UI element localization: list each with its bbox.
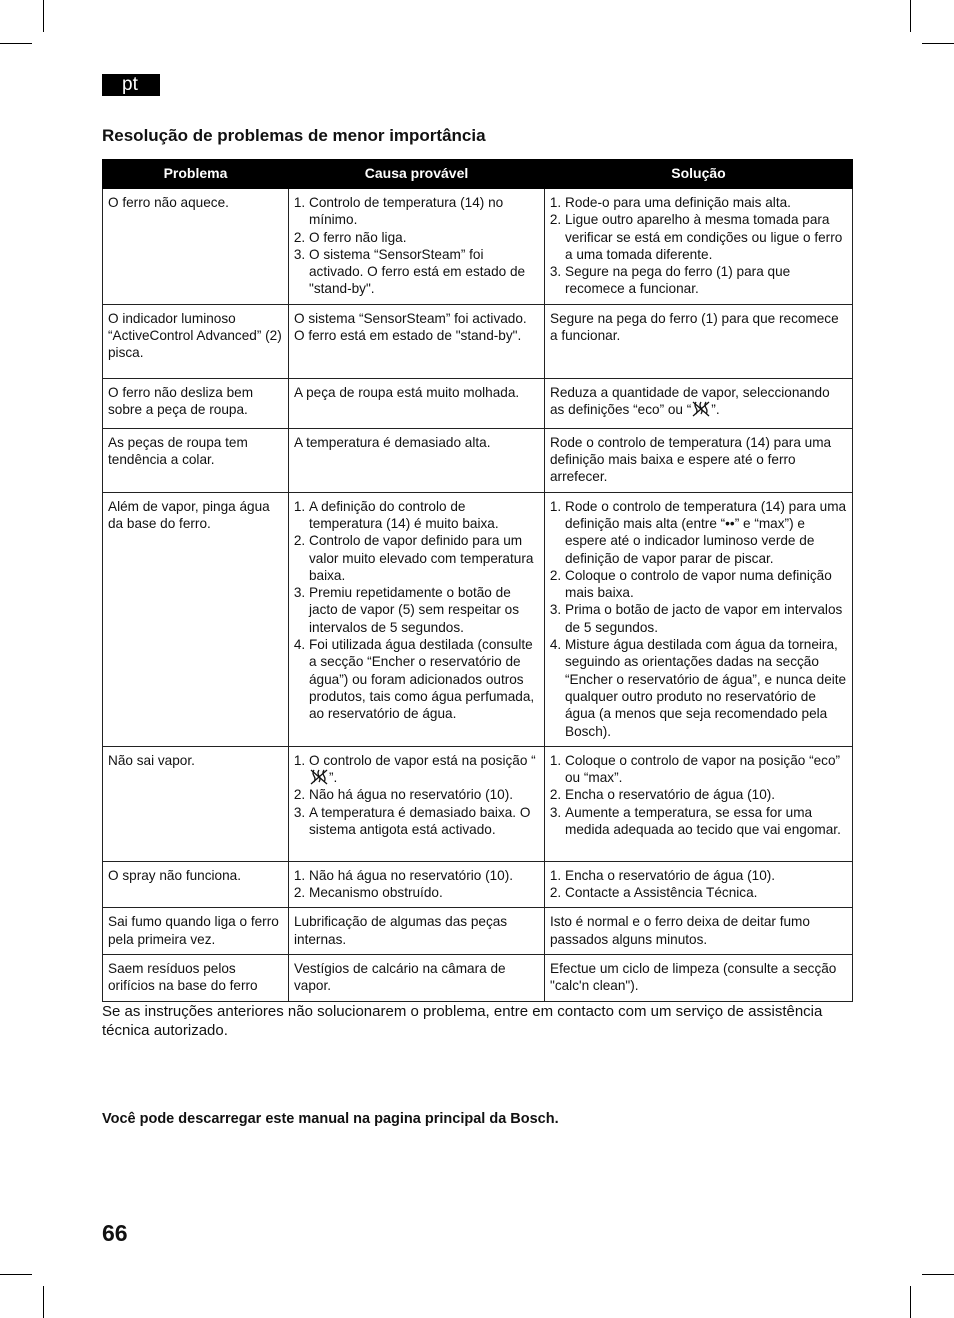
troubleshooting-table	[102, 159, 853, 1002]
problem-cell: Saem resíduos pelos orifícios na base do ferro	[103, 955, 289, 1002]
no-steam-icon	[309, 769, 329, 785]
cause-text: O controlo de vapor está na posição “	[309, 752, 536, 768]
cause-cell: O sistema “SensorSteam” foi activado. O ferro está em estado de "stand-by".	[289, 304, 545, 378]
solution-item: 2. Coloque o controlo de vapor numa definição mais baixa.	[565, 567, 847, 602]
cause-item: 3. O sistema “SensorSteam” foi activado. O ferro está em estado de "stand-by".	[309, 246, 539, 298]
cause-item: 1. Não há água no reservatório (10).	[309, 867, 539, 884]
table-row	[103, 908, 853, 955]
solution-cell	[545, 378, 853, 428]
solution-item: 4. Misture água destilada com água da torneira, seguindo as orientações dadas na secção “Encher o reservatório de água”, e nunca deite qualquer outro produto no reservatório de água (a menos que seja recomendado pela Bosch).	[565, 636, 847, 740]
cause-cell	[289, 492, 545, 746]
header-cause: Causa provável	[289, 160, 545, 189]
section-title: Resolução de problemas de menor importância	[102, 126, 486, 145]
cause-item: 2. Controlo de vapor definido para um valor muito elevado com temperatura baixa.	[309, 532, 539, 584]
solution-cell	[545, 861, 853, 908]
solution-item: 3. Prima o botão de jacto de vapor em intervalos de 5 segundos.	[565, 601, 847, 636]
crop-mark	[0, 1274, 32, 1275]
table-row	[103, 955, 853, 1002]
cause-cell	[289, 746, 545, 861]
solution-item: 2. Contacte a Assistência Técnica.	[565, 884, 847, 901]
no-steam-icon	[691, 401, 711, 417]
problem-cell: Sai fumo quando liga o ferro pela primeira vez.	[103, 908, 289, 955]
page-number: 66	[102, 1220, 128, 1246]
cause-item: 1. A definição do controlo de temperatura (14) é muito baixa.	[309, 498, 539, 533]
solution-cell: Rode o controlo de temperatura (14) para uma definição mais baixa e espere até o ferro arrefecer.	[545, 428, 853, 492]
cause-item: 1. Controlo de temperatura (14) no mínimo.	[309, 194, 539, 229]
cause-cell	[289, 189, 545, 305]
table-row	[103, 378, 853, 428]
problem-cell: Além de vapor, pinga água da base do ferro.	[103, 492, 289, 746]
crop-mark	[910, 1286, 911, 1318]
problem-cell: O indicador luminoso “ActiveControl Advanced” (2) pisca.	[103, 304, 289, 378]
cause-item: 2. O ferro não liga.	[309, 229, 539, 246]
solution-item: 1. Coloque o controlo de vapor na posição “eco” ou “max”.	[565, 752, 847, 787]
solution-cell	[545, 492, 853, 746]
solution-item: 3. Segure na pega do ferro (1) para que recomece a funcionar.	[565, 263, 847, 298]
table-row	[103, 861, 853, 908]
cause-cell	[289, 861, 545, 908]
cause-item	[309, 752, 539, 787]
download-note: Você pode descarregar este manual na pagina principal da Bosch.	[102, 1111, 559, 1127]
solution-item: 1. Rode-o para uma definição mais alta.	[565, 194, 847, 211]
solution-text: Reduza a quantidade de vapor, seleccionando as definições “eco” ou “	[550, 384, 830, 418]
cause-cell: A peça de roupa está muito molhada.	[289, 378, 545, 428]
table-row	[103, 189, 853, 305]
crop-mark	[910, 0, 911, 32]
cause-cell: Vestígios de calcário na câmara de vapor.	[289, 955, 545, 1002]
cause-item: 2. Não há água no reservatório (10).	[309, 786, 539, 803]
solution-item: 1. Encha o reservatório de água (10).	[565, 867, 847, 884]
language-tab: pt	[102, 74, 160, 96]
solution-item: 2. Ligue outro aparelho à mesma tomada para verificar se está em condições ou ligue o ferro a uma tomada diferente.	[565, 211, 847, 263]
problem-cell: O ferro não desliza bem sobre a peça de roupa.	[103, 378, 289, 428]
header-problem: Problema	[103, 160, 289, 189]
cause-text: ”.	[329, 770, 338, 786]
solution-item: 2. Encha o reservatório de água (10).	[565, 786, 847, 803]
table-row	[103, 746, 853, 861]
cause-cell: A temperatura é demasiado alta.	[289, 428, 545, 492]
problem-cell: O ferro não aquece.	[103, 189, 289, 305]
crop-mark	[0, 43, 32, 44]
cause-item: 2. Mecanismo obstruído.	[309, 884, 539, 901]
solution-cell: Efectue um ciclo de limpeza (consulte a secção "calc'n clean").	[545, 955, 853, 1002]
crop-mark	[922, 1274, 954, 1275]
table-row	[103, 304, 853, 378]
table-header-row	[103, 160, 853, 189]
crop-mark	[43, 1286, 44, 1318]
problem-cell: As peças de roupa tem tendência a colar.	[103, 428, 289, 492]
footnote: Se as instruções anteriores não solucionarem o problema, entre em contacto com um serviço de assistência técnica autorizado.	[102, 1003, 823, 1039]
header-solution: Solução	[545, 160, 853, 189]
solution-text: ”.	[711, 402, 720, 418]
crop-mark	[922, 43, 954, 44]
problem-cell: Não sai vapor.	[103, 746, 289, 861]
table-row	[103, 428, 853, 492]
problem-cell: O spray não funciona.	[103, 861, 289, 908]
solution-item: 1. Rode o controlo de temperatura (14) para uma definição mais alta (entre “••” e “max”) e espere até o indicador luminoso verde de definição de vapor parar de piscar.	[565, 498, 847, 567]
crop-mark	[43, 0, 44, 32]
cause-item: 3. Premiu repetidamente o botão de jacto de vapor (5) sem respeitar os intervalos de 5 segundos.	[309, 584, 539, 636]
solution-cell: Segure na pega do ferro (1) para que recomece a funcionar.	[545, 304, 853, 378]
solution-cell	[545, 189, 853, 305]
solution-cell	[545, 746, 853, 861]
solution-cell: Isto é normal e o ferro deixa de deitar fumo passados alguns minutos.	[545, 908, 853, 955]
cause-cell: Lubrificação de algumas das peças internas.	[289, 908, 545, 955]
solution-item: 3. Aumente a temperatura, se essa for uma medida adequada ao tecido que vai engomar.	[565, 804, 847, 839]
table-row	[103, 492, 853, 746]
cause-item: 3. A temperatura é demasiado baixa. O sistema antigota está activado.	[309, 804, 539, 839]
cause-item: 4. Foi utilizada água destilada (consulte a secção “Encher o reservatório de água”) ou foram adicionados outros produtos, tais como água perfumada, ao reservatório de água.	[309, 636, 539, 722]
